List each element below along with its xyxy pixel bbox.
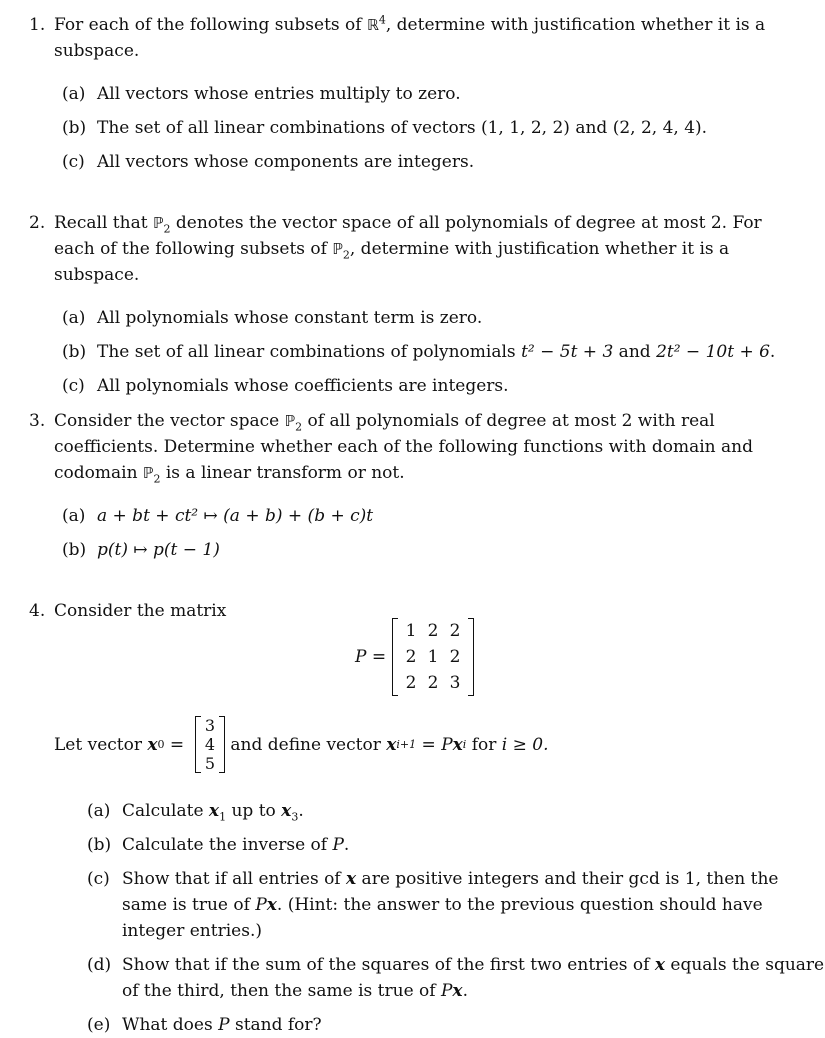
vector-entry: 4 [204, 735, 216, 754]
question-3 [29, 408, 804, 563]
matrix-display [355, 618, 474, 696]
matrix-entry: 2 [449, 647, 461, 667]
vector-x0 [195, 716, 225, 773]
question-text: Consider the vector space ℙ$_2$ of all polynomials of degree at most 2 with real coefficients. Determine whether each of the following functions with domain and codomain ℙ$_2$ is a linear transform or not. [54, 411, 753, 486]
question-text: For each of the following subsets of ℝ$^4$, determine with justification whether it is a subspace. [54, 13, 766, 61]
part-b: (b) Calculate the inverse of P. [87, 835, 350, 855]
vector-entry: 3 [204, 716, 216, 735]
part-a: (a) Calculate $x_1$ up to $x_3$. [87, 801, 304, 824]
question-1 [29, 12, 804, 175]
part-a: (a) a + bt + ct² ↦ (a + b) + (b + c)t [62, 506, 374, 526]
part-b: (b) The set of all linear combinations of polynomials t² − 5t + 3 and 2t² − 10t + 6. [62, 342, 776, 362]
matrix-entry: 2 [427, 621, 439, 641]
part-d: (d) Show that if the sum of the squares of the first two entries of x equals the square of the third, then the same is true of Px. [87, 955, 825, 1001]
question-parts [62, 305, 804, 399]
matrix-entry: 2 [405, 673, 417, 693]
matrix-entry: 1 [405, 621, 417, 641]
matrix-entry: 2 [449, 621, 461, 641]
vector-definition: Let vector x 0 = 3 4 5 and define vector x i+1 = P x i for i ≥ 0. [54, 716, 549, 773]
matrix-entry: 1 [427, 647, 439, 667]
question-number: 4. [29, 601, 46, 621]
matrix-label: P = [355, 647, 387, 667]
part-b: (b) p(t) ↦ p(t − 1) [62, 540, 220, 560]
question-number: 2. [29, 213, 46, 233]
matrix-entry: 2 [405, 647, 417, 667]
matrix-entry: 2 [427, 673, 439, 693]
question-parts [87, 798, 825, 1038]
matrix-P [392, 618, 474, 696]
part-c: (c) Show that if all entries of x are positive integers and their gcd is 1, then the same is true of Px. (Hint: the answer to the previous question should have integer entries.) [87, 869, 779, 941]
part-b: (b) The set of all linear combinations of vectors (1, 1, 2, 2) and (2, 2, 4, 4). [62, 118, 708, 138]
part-e: (e) What does P stand for? [87, 1015, 322, 1035]
vector-entry: 5 [204, 754, 216, 773]
question-number: 1. [29, 15, 46, 35]
matrix-entry: 3 [449, 673, 461, 693]
question-parts [62, 503, 804, 563]
part-a: (a) All vectors whose entries multiply to zero. [62, 84, 461, 104]
question-number: 3. [29, 411, 46, 431]
part-c: (c) All vectors whose components are integers. [62, 152, 475, 172]
question-text: Consider the matrix [54, 601, 227, 621]
part-a: (a) All polynomials whose constant term is zero. [62, 308, 483, 328]
question-4 [29, 598, 825, 1035]
question-parts [62, 81, 804, 175]
part-c: (c) All polynomials whose coefficients are integers. [62, 376, 509, 396]
question-text: Recall that ℙ$_2$ denotes the vector space of all polynomials of degree at most 2. For each of the following subsets of ℙ$_2$, determine with justification whether it is a subspace. [54, 213, 762, 285]
question-2 [29, 210, 804, 399]
